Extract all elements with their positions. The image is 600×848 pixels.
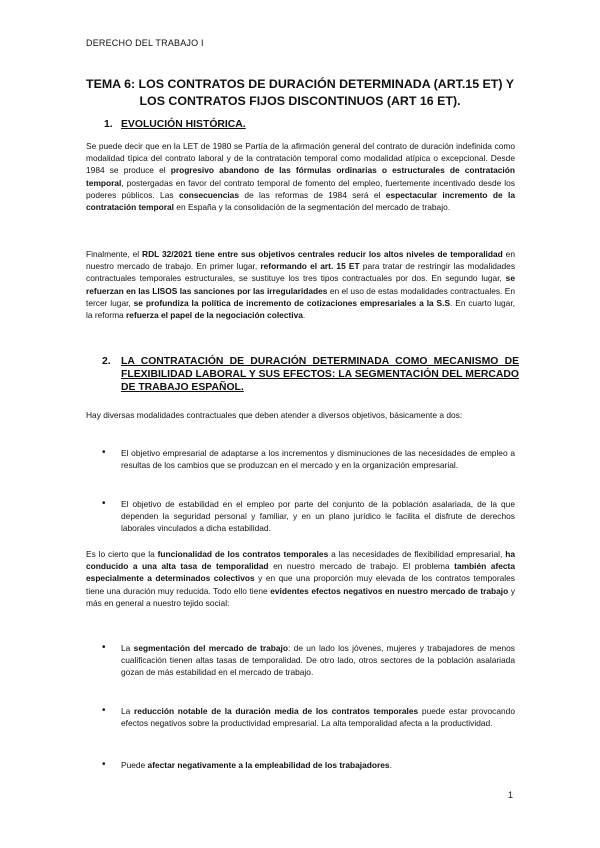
- title-line-1: TEMA 6: LOS CONTRATOS DE DURACIÓN DETERMINADA (ART.15 ET) Y: [86, 77, 514, 91]
- bullet-icon: •: [102, 498, 106, 509]
- section-2-number: 2.: [102, 356, 111, 367]
- paragraph-modalities-intro: Hay diversas modalidades contractuales que deben atender a diversos objetivos, básicamente a dos:: [86, 410, 463, 420]
- running-header: DERECHO DEL TRABAJO I: [86, 38, 204, 48]
- section-1-title: EVOLUCIÓN HISTÓRICA.: [121, 119, 246, 130]
- paragraph-historical-1: Se puede decir que en la LET de 1980 se Partía de la afirmación general del contrato de duración indefinida como modalidad típica del contrato laboral y de la contratación temporal como modalidad atípica o excepcional. Desde 1984 se produce el progresivo abandono de las fórmulas ordinarias o estructurales de contratación temporal, postergadas en favor del contrato temporal de fomento del empleo, fuertemente incentivado desde los poderes públicos. Las consecuencias de las reformas de 1984 será el espectacular incremento de la contratación temporal en España y la consolidación de la segmentación del mercado de trabajo.: [86, 141, 516, 213]
- section-1-number: 1.: [104, 119, 113, 130]
- document-page: DERECHO DEL TRABAJO I TEMA 6: LOS CONTRATOS DE DURACIÓN DETERMINADA (ART.15 ET) Y LOS CONTRATOS FIJOS DISCONTINUOS (ART 16 ET). 1. EVOLUCIÓN HISTÓRICA. Se puede decir que en la LET de 1980 se Partía de la afirmación general del contrato de duración indefinida como modalidad típica del contrato laboral y de la contratación temporal como modalidad atípica o excepcional. Desde 1984 se produce el progresivo abandono de las fórmulas ordinarias o estructurales de contratación temporal, postergadas en favor del contrato temporal de fomento del empleo, fuertemente incentivado desde los poderes públicos. Las consecuencias de las reformas de 1984 será el espectacular incremento de la contratación temporal en España y la consolidación de la segmentación del mercado de trabajo. Finalmente, el RDL 32/2021 tiene entre sus objetivos centrales reducir los altos niveles de temporalidad en nuestro mercado de trabajo. En primer lugar, reformando el art. 15 ET para tratar de restringir las modalidades contractuales temporales estructurales, se sustituye los tres tipos contractuales por dos. En segundo lugar, se refuerzan en las LISOS las sanciones por las irregularidades en el uso de estas modalidades contractuales. En tercer lugar, se profundiza la política de incremento de cotizaciones empresariales a la S.S. En cuarto lugar, la reforma refuerza el papel de la negociación colectiva. 2. LA CONTRATACIÓN DE DURACIÓN DETERMINADA COMO MECANISMO DE FLEXIBILIDAD LABORAL Y SUS EFECTOS: LA SEGMENTACIÓN DEL MERCADO DE TRABAJO ESPAÑOL. Hay diversas modalidades contractuales que deben atender a diversos objetivos, básicamente a dos: • El objetivo empresarial de adaptarse a los incrementos y disminuciones de las necesidades de empleo a resultas de los cambios que se produzcan en el mercado y en la organización empresarial. • El objetivo de estabilidad en el empleo por parte del conjunto de la población asalariada, de la que dependen la seguridad personal y familiar, y en un plano jurídico le facilita el disfrute de derechos laborales vinculados a dicha estabilidad. Es lo cierto que la funcionalidad de los contratos temporales a las necesidades de flexibilidad empresarial, ha conducido a una alta tasa de temporalidad en nuestro mercado de trabajo. El problema también afecta especialmente a determinados colectivos y en que una proporción muy elevada de los contratos temporales tiene una duración muy reducida. Todo ello tiene evidentes efectos negativos en nuestro mercado de trabajo y más en general a nuestro tejido social: • La segmentación del mercado de trabajo: de un lado los jóvenes, mujeres y trabajadores de menos cualificación tienen altas tasas de temporalidad. De otro lado, otros sectores de la población asalariada gozan de más estabilidad en el mercado de trabajo. • La reducción notable de la duración media de los contratos temporales puede estar provocando efectos negativos sobre la productividad empresarial. La alta temporalidad afecta a la productividad. • Puede afectar negativamente a la empleabilidad de los trabajadores. 1: [86, 38, 519, 800]
- section-2-title: LA CONTRATACIÓN DE DURACIÓN DETERMINADA COMO MECANISMO DE FLEXIBILIDAD LABORAL Y SUS EFECTOS: LA SEGMENTACIÓN DEL MERCADO DE TRABAJO ESPAÑOL.: [121, 356, 519, 393]
- page-title: [84, 76, 516, 110]
- section-2-heading: [102, 355, 520, 399]
- bullet-icon: •: [102, 759, 106, 770]
- title-line-2: LOS CONTRATOS FIJOS DISCONTINUOS (ART 16 ET).: [139, 94, 461, 108]
- bullet-icon: •: [102, 447, 106, 458]
- paragraph-historical-2: Finalmente, el RDL 32/2021 tiene entre sus objetivos centrales reducir los altos niveles de temporalidad en nuestro mercado de trabajo. En primer lugar, reformando el art. 15 ET para tratar de restringir las modalidades contractuales temporales estructurales, se sustituye los tres tipos contractuales por dos. En segundo lugar, se refuerzan en las LISOS las sanciones por las irregularidades en el uso de estas modalidades contractuales. En tercer lugar, se profundiza la política de incremento de cotizaciones empresariales a la S.S. En cuarto lugar, la reforma refuerza el papel de la negociación colectiva.: [86, 249, 516, 321]
- bullet-icon: •: [102, 705, 106, 716]
- page-number: 1: [508, 790, 514, 800]
- bullet-icon: •: [102, 642, 106, 653]
- paragraph-temporality-effects: Es lo cierto que la funcionalidad de los contratos temporales a las necesidades de flexibilidad empresarial, ha conducido a una alta tasa de temporalidad en nuestro mercado de trabajo. El problema también afecta especialmente a determinados colectivos y en que una proporción muy elevada de los contratos temporales tiene una duración muy reducida. Todo ello tiene evidentes efectos negativos en nuestro mercado de trabajo y más en general a nuestro tejido social:: [86, 549, 516, 608]
